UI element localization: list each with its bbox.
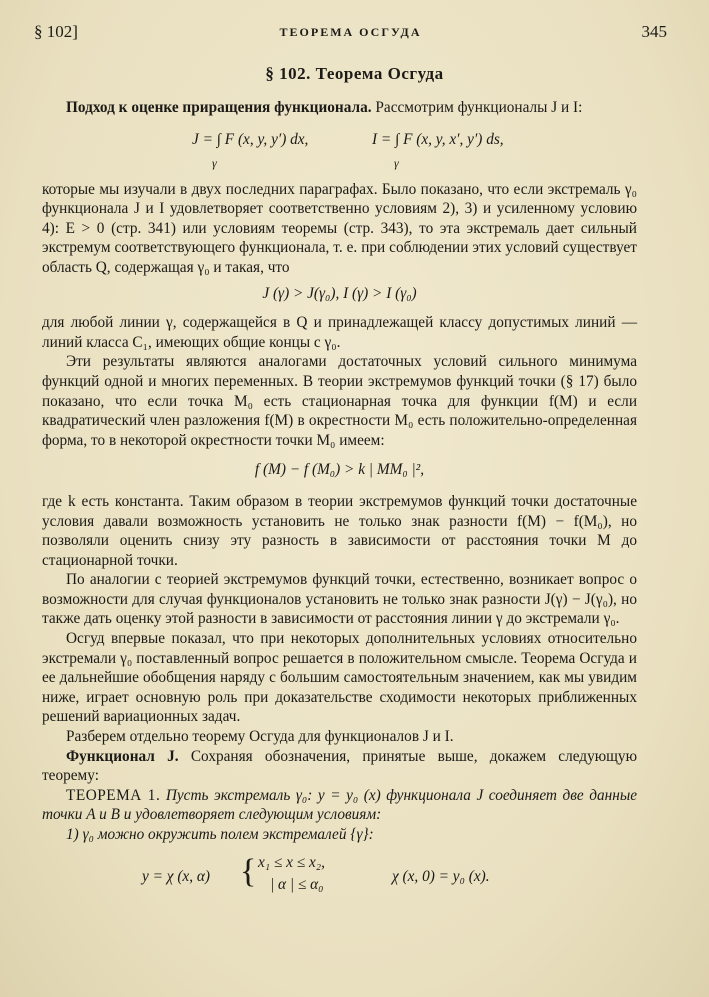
formula-field-range-x: x₁ ≤ x ≤ x₂, xyxy=(258,853,325,871)
paragraph-9 xyxy=(42,747,637,786)
formula-field-right: χ (x, 0) = y₀ (x). xyxy=(392,867,490,885)
running-header xyxy=(34,22,667,46)
page-number: 345 xyxy=(641,22,667,41)
paragraph-4: Эти результаты являются аналогами достаточных условий сильного минимума функций одной и многих переменных. В теории экстремумов функций точки (§ 17) было показано, что если точка M₀ есть стационарная точка для функции f(M) и если квадратический член разложения f(M) в окрестности M₀ есть положительно-определенная форма, то в некоторой окрестности точки M₀ имеем: xyxy=(42,353,637,449)
paragraph-5: где k есть константа. Таким образом в теории экстремумов функций точки достаточные условия давали возможность установить не только знак разности f(M) − f(M₀), но позволяли оценить снизу эту разность в зависимости от расстояния точки M до стационарной точки. xyxy=(42,492,637,569)
formula-field xyxy=(42,851,637,903)
theorem xyxy=(42,786,637,825)
formula-estimate: f (M) − f (M₀) > k | MM₀ |², xyxy=(254,461,425,479)
paragraph-text: Сохраняя обозначения, принятые выше, докажем следующую теорему: xyxy=(42,747,637,785)
formula-field-range-alpha: | α | ≤ α₀ xyxy=(270,875,324,893)
integral-subscript-i: γ xyxy=(394,155,399,170)
formula-inequality: J (γ) > J(γ₀), I (γ) > I (γ₀) xyxy=(262,284,417,302)
theorem-label: ТЕОРЕМА 1. xyxy=(66,786,161,804)
header-title: ТЕОРЕМА ОСГУДА xyxy=(279,25,422,39)
paragraph-6: По аналогии с теорией экстремумов функций точки, естественно, возникает вопрос о возможности для случая функционалов установить не только знак разности J(γ) − J(γ₀), но также дать оценку этой разности в зависимости от расстояния линии γ до экстремали γ₀. xyxy=(42,571,637,628)
paragraph-7: Осгуд впервые показал, что при некоторых дополнительных условиях относительно экстремали γ₀ поставленный вопрос решается в положительном смысле. Теорема Осгуда и ее дальнейшие обобщения наряду с большим самостоятельным значением, как мы увидим ниже, играет основную роль при доказательстве сходимости некоторых приближенных решений вариационных задач. xyxy=(42,630,637,726)
body-text xyxy=(42,98,637,909)
integral-subscript-j: γ xyxy=(212,155,217,170)
formula-i: I = ∫ F (x, y, x′, y′) ds, xyxy=(372,130,504,148)
brace-symbol: { xyxy=(240,852,257,890)
theorem-text: Пусть экстремаль γ₀: y = y₀ (x) функционала J соединяет две данные точки A и B и удовлетворяет следующим условиям: xyxy=(42,786,637,824)
paragraph-text: Рассмотрим функционалы J и I: xyxy=(375,99,583,116)
paragraph-2: которые мы изучали в двух последних параграфах. Было показано, что если экстремаль γ₀ функционала J и I удовлетворяет соответственно условиям 2), 3) и усиленному условию 4): E > 0 (стр. 341) или условиям теоремы (стр. 343), то эта экстремаль дает сильный экстремум соответствующего функционала, т. е. при соблюдении этих условий существует область Q, содержащая γ₀ и такая, что xyxy=(42,180,637,276)
paragraph-3: для любой линии γ, содержащейся в Q и принадлежащей классу допустимых линий — линий класса C₁, имеющих общие концы с γ₀. xyxy=(42,314,637,351)
condition-1: 1) γ₀ можно окружить полем экстремалей {γ}: xyxy=(66,826,374,843)
paragraph-8: Разберем отдельно теорему Осгуда для функционалов J и I. xyxy=(66,728,454,746)
paragraph-1 xyxy=(42,98,637,118)
formula-functionals xyxy=(42,124,637,174)
paragraph-heading: Функционал J. xyxy=(66,747,179,765)
section-title: § 102. Теорема Осгуда xyxy=(265,64,444,83)
formula-j: J = ∫ F (x, y, y′) dx, xyxy=(192,130,309,148)
paragraph-heading: Подход к оценке приращения функционала. xyxy=(66,99,372,116)
header-section-ref: § 102] xyxy=(34,22,78,41)
formula-field-left: y = χ (x, α) xyxy=(142,867,210,885)
